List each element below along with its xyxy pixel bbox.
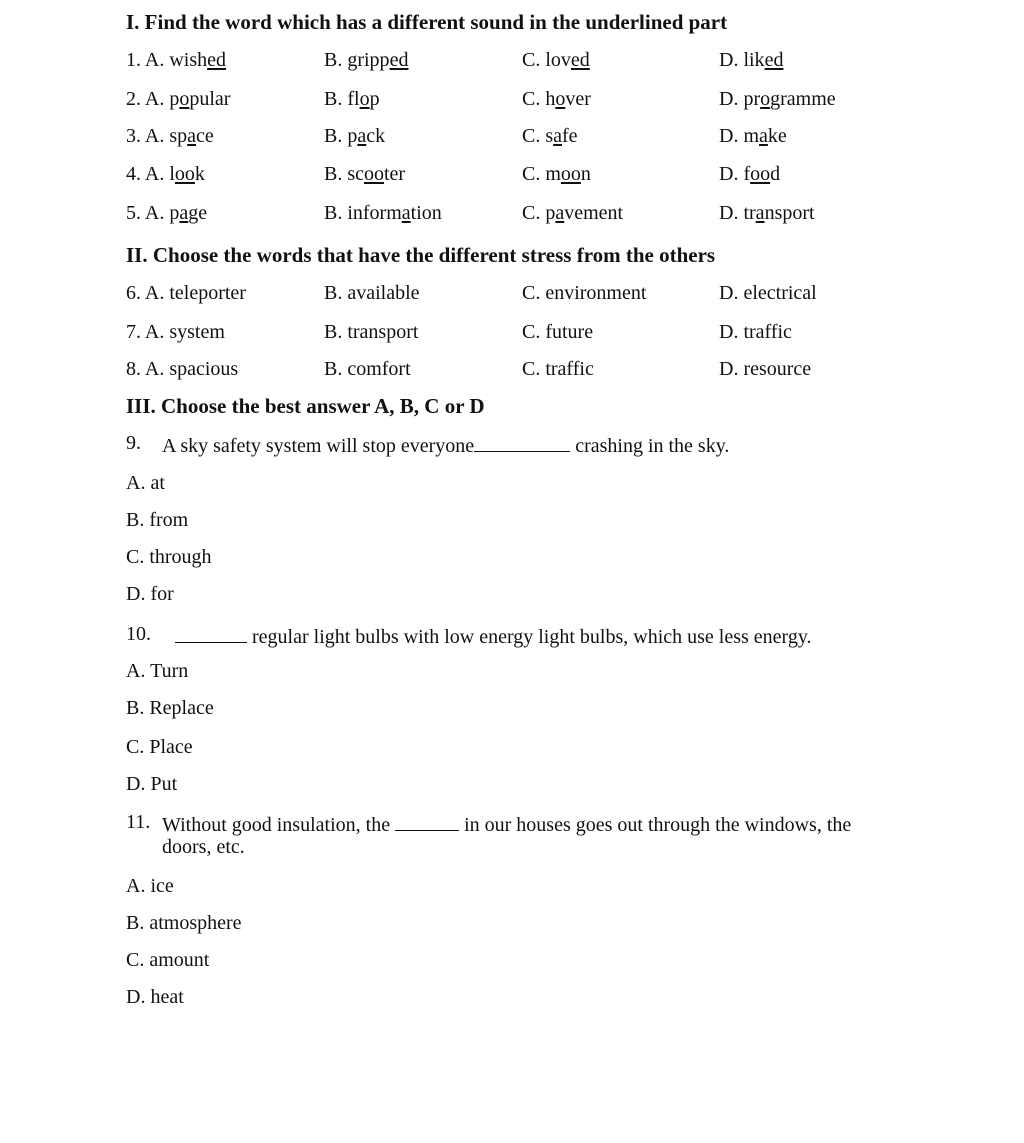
option-d: D. food (719, 163, 781, 185)
section-2-question-8 (0, 359, 1024, 385)
option-d: D. make (719, 125, 787, 147)
question-11-option-d: D. heat (126, 986, 184, 1008)
option-b: B. comfort (324, 358, 411, 380)
question-11-option-b: B. atmosphere (126, 912, 242, 934)
option-b: B. gripped (324, 49, 409, 71)
answer-blank (395, 812, 459, 831)
question-number: 11. (126, 811, 151, 833)
question-11-option-a: A. ice (126, 875, 174, 897)
question-text-continuation: doors, etc. (162, 836, 245, 858)
option-d: D. traffic (719, 321, 792, 343)
answer-blank (474, 433, 570, 452)
option-d: D. resource (719, 358, 812, 380)
question-number: 10. (126, 623, 151, 645)
option-a: 1. A. wished (126, 49, 227, 71)
section-2-question-7 (0, 322, 1024, 348)
question-text: regular light bulbs with low energy light bulbs, which use less energy. (175, 624, 812, 647)
option-d: D. liked (719, 49, 784, 71)
option-c: C. traffic (522, 358, 594, 380)
option-c: C. environment (522, 282, 647, 304)
section-1-question-4 (0, 164, 1024, 190)
option-d: D. electrical (719, 282, 817, 304)
section-1-heading: I. Find the word which has a different sound in the underlined part (126, 10, 728, 34)
option-c: C. pavement (522, 202, 624, 224)
option-b: B. flop (324, 88, 380, 110)
question-10-option-d: D. Put (126, 773, 178, 795)
option-b: B. available (324, 282, 420, 304)
question-text: Without good insulation, the in our houses goes out through the windows, the (162, 814, 852, 836)
option-a: 7. A. system (126, 321, 225, 343)
answer-blank (175, 624, 247, 643)
option-c: C. loved (522, 49, 590, 71)
question-10-option-a: A. Turn (126, 660, 189, 682)
question-10 (0, 624, 1024, 650)
section-1-question-1 (0, 50, 1024, 76)
option-a: 4. A. look (126, 163, 205, 185)
option-a: 5. A. page (126, 202, 208, 224)
question-9-option-c: C. through (126, 546, 212, 568)
option-c: C. safe (522, 125, 578, 147)
option-a: 8. A. spacious (126, 358, 239, 380)
section-1-question-3 (0, 126, 1024, 152)
option-b: B. transport (324, 321, 419, 343)
section-2-heading: II. Choose the words that have the different stress from the others (126, 243, 716, 267)
question-10-option-c: C. Place (126, 736, 193, 758)
option-b: B. information (324, 202, 442, 224)
option-b: B. pack (324, 125, 386, 147)
option-c: C. hover (522, 88, 591, 110)
question-9 (0, 433, 1024, 459)
question-9-option-d: D. for (126, 583, 174, 605)
option-d: D. programme (719, 88, 836, 110)
question-text: A sky safety system will stop everyone crashing in the sky. (162, 435, 730, 457)
question-9-option-a: A. at (126, 472, 165, 494)
option-c: C. future (522, 321, 594, 343)
option-c: C. moon (522, 163, 591, 185)
option-a: 3. A. space (126, 125, 214, 147)
section-3-heading: III. Choose the best answer A, B, C or D (126, 394, 485, 418)
question-11 (0, 812, 1024, 864)
option-a: 2. A. popular (126, 88, 231, 110)
question-10-option-b: B. Replace (126, 697, 214, 719)
question-number: 9. (126, 432, 141, 454)
section-1-question-5 (0, 203, 1024, 229)
question-11-option-c: C. amount (126, 949, 210, 971)
option-b: B. scooter (324, 163, 406, 185)
option-a: 6. A. teleporter (126, 282, 246, 304)
question-9-option-b: B. from (126, 509, 189, 531)
section-1-question-2 (0, 89, 1024, 115)
section-2-question-6 (0, 283, 1024, 309)
option-d: D. transport (719, 202, 815, 224)
